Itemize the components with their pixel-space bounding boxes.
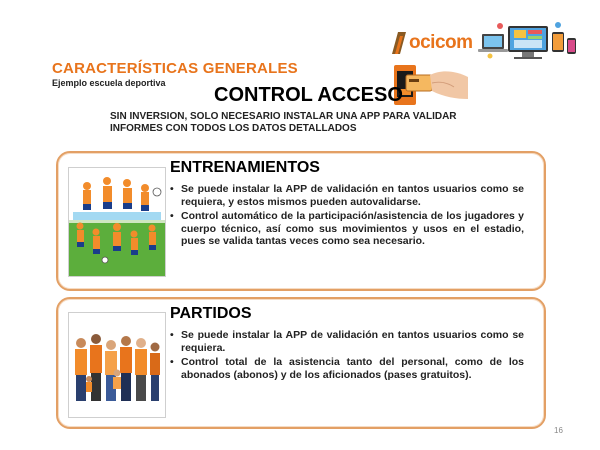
soccer-training-icon <box>69 168 165 276</box>
list-item: • Control total de la asistencia tanto del personal, como de los abonados (abonos) y de los aficionados (pases gratuitos). <box>170 356 524 381</box>
description-text: SIN INVERSION, SOLO NECESARIO INSTALAR UNA APP PARA VALIDAR INFORMES CON TODOS LOS DATOS DETALLADOS <box>110 111 457 134</box>
list-item: • Control automático de la participación/asistencia de los jugadores y cuerpo técnico, así como sus movimientos y usos en el estadio, pues se valida tantas veces como sea necesario. <box>170 210 524 248</box>
slide-subtitle: Ejemplo escuela deportiva <box>52 78 166 88</box>
control-acceso-heading: CONTROL ACCESO <box>214 84 403 106</box>
fans-group-icon <box>69 313 165 417</box>
company-logo <box>392 30 473 56</box>
devices-illustration-icon <box>478 20 578 62</box>
partidos-bullet-list <box>170 329 524 383</box>
section-title-entrenamientos: ENTRENAMIENTOS <box>170 159 320 176</box>
soccer-training-photo <box>68 167 166 277</box>
ocicom-logo-mark-icon <box>392 32 406 54</box>
entrenamientos-bullet-list <box>170 183 524 250</box>
logo-text: ocicom <box>409 32 473 53</box>
access-card-hand-icon <box>392 63 470 111</box>
section-title-partidos: PARTIDOS <box>170 305 252 322</box>
list-item: • Se puede instalar la APP de validación en tantos usuarios como se requiera. <box>170 329 524 354</box>
entrenamientos-panel <box>56 151 546 291</box>
list-item: • Se puede instalar la APP de validación en tantos usuarios como se requiera, y estos mismos pueden autovalidarse. <box>170 183 524 208</box>
partidos-panel <box>56 297 546 429</box>
page-number: 16 <box>554 426 563 435</box>
fans-group-photo <box>68 312 166 418</box>
slide-title: CARACTERÍSTICAS GENERALES <box>52 60 298 77</box>
